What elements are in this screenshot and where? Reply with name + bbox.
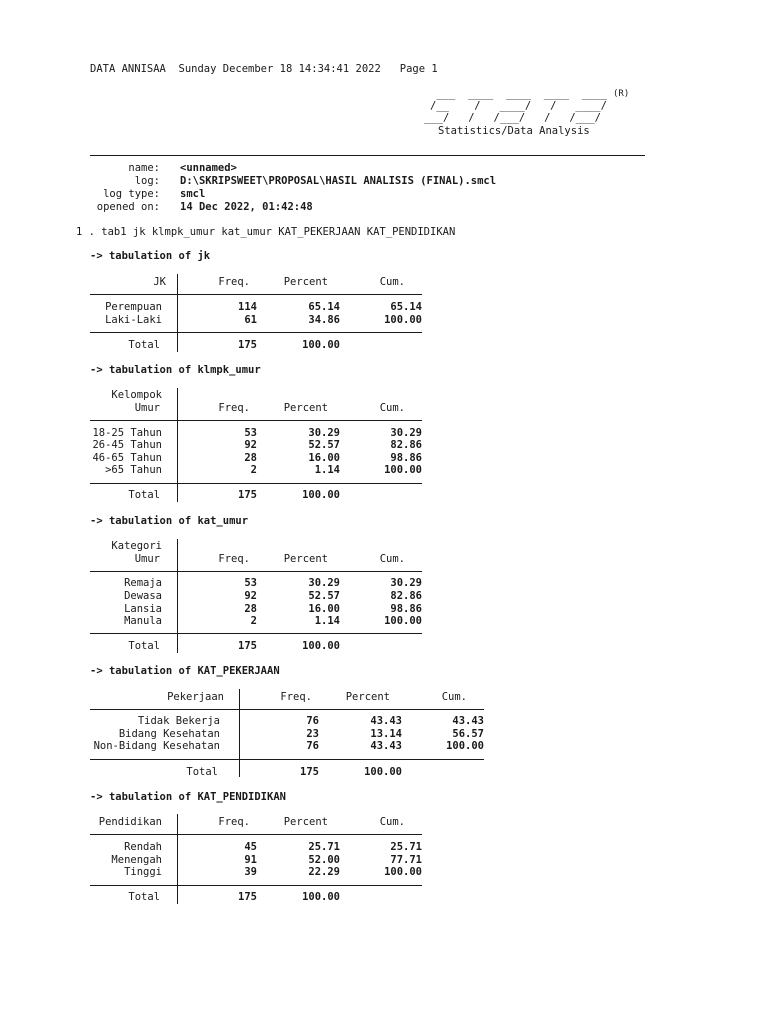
- row-label: Bidang Kesehatan: [118, 728, 220, 740]
- row-label: Dewasa: [124, 590, 162, 602]
- total-label: Total: [128, 891, 160, 903]
- cell-freq: 92: [244, 590, 257, 602]
- logo-line: ___ ____ ____ ____ ____: [430, 88, 614, 100]
- row-label: Perempuan: [105, 301, 162, 313]
- col-header-percent: Percent: [283, 402, 328, 414]
- cell-cum: 43.43: [452, 715, 484, 727]
- cell-percent: 30.29: [308, 577, 340, 589]
- logo-line: /__ / ____/ / ____/: [430, 100, 608, 112]
- cell-cum: 100.00: [384, 314, 422, 326]
- cell-freq: 39: [244, 866, 257, 878]
- col-header-freq: Freq.: [218, 553, 250, 565]
- total-percent: 100.00: [302, 891, 340, 903]
- total-percent: 100.00: [302, 640, 340, 652]
- cell-cum: 100.00: [446, 740, 484, 752]
- cell-freq: 61: [244, 314, 257, 326]
- log-label: name:: [128, 162, 160, 174]
- cell-cum: 100.00: [384, 615, 422, 627]
- total-freq: 175: [238, 489, 257, 501]
- row-label: Tidak Bekerja: [137, 715, 220, 727]
- table-vline: [177, 539, 178, 653]
- table-title: -> tabulation of jk: [90, 250, 211, 262]
- cell-cum: 25.71: [390, 841, 422, 853]
- cell-cum: 56.57: [452, 728, 484, 740]
- table-hline: [90, 834, 422, 835]
- total-label: Total: [128, 339, 160, 351]
- row-label: Non-Bidang Kesehatan: [93, 740, 220, 752]
- col-header-cum: Cum.: [379, 816, 405, 828]
- cell-cum: 82.86: [390, 439, 422, 451]
- cell-percent: 1.14: [314, 464, 340, 476]
- table-hline: [90, 709, 484, 710]
- cell-percent: 16.00: [308, 452, 340, 464]
- col-header-cum: Cum.: [379, 553, 405, 565]
- row-label: Lansia: [124, 603, 162, 615]
- cell-freq: 53: [244, 577, 257, 589]
- row-label: Laki-Laki: [105, 314, 162, 326]
- total-label: Total: [128, 640, 160, 652]
- table-vline: [177, 388, 178, 502]
- total-freq: 175: [238, 640, 257, 652]
- total-label: Total: [186, 766, 218, 778]
- cell-freq: 91: [244, 854, 257, 866]
- log-value: D:\SKRIPSWEET\PROPOSAL\HASIL ANALISIS (FINAL).smcl: [180, 175, 497, 187]
- cell-freq: 2: [250, 615, 257, 627]
- col-header-freq: Freq.: [218, 276, 250, 288]
- table-hline: [90, 885, 422, 886]
- row-label: Manula: [124, 615, 162, 627]
- table-hline: [90, 294, 422, 295]
- col-header-cum: Cum.: [441, 691, 467, 703]
- cell-cum: 82.86: [390, 590, 422, 602]
- table-hline: [90, 332, 422, 333]
- cell-percent: 25.71: [308, 841, 340, 853]
- col-header-percent: Percent: [345, 691, 390, 703]
- total-freq: 175: [238, 339, 257, 351]
- row-label: Remaja: [124, 577, 162, 589]
- cell-percent: 13.14: [370, 728, 402, 740]
- log-label: log:: [134, 175, 160, 187]
- row-var-header: Kategori: [111, 540, 162, 552]
- row-label: >65 Tahun: [105, 464, 162, 476]
- table-title: -> tabulation of KAT_PEKERJAAN: [90, 665, 280, 677]
- cell-freq: 28: [244, 603, 257, 615]
- log-label: log type:: [103, 188, 160, 200]
- cell-freq: 23: [306, 728, 319, 740]
- cell-cum: 30.29: [390, 427, 422, 439]
- log-value: 14 Dec 2022, 01:42:48: [180, 201, 313, 213]
- cell-freq: 45: [244, 841, 257, 853]
- table-vline: [177, 274, 178, 352]
- table-hline: [90, 483, 422, 484]
- total-percent: 100.00: [302, 339, 340, 351]
- col-header-cum: Cum.: [379, 402, 405, 414]
- total-freq: 175: [238, 891, 257, 903]
- row-var-header: JK: [153, 276, 166, 288]
- log-value: <unnamed>: [180, 162, 237, 174]
- cell-percent: 1.14: [314, 615, 340, 627]
- table-title: -> tabulation of kat_umur: [90, 515, 249, 527]
- cell-cum: 77.71: [390, 854, 422, 866]
- logo-caption: Statistics/Data Analysis: [438, 125, 590, 137]
- table-vline: [177, 814, 178, 904]
- row-var-header: Umur: [134, 553, 160, 565]
- row-label: Menengah: [111, 854, 162, 866]
- row-var-header: Pendidikan: [98, 816, 162, 828]
- table-hline: [90, 420, 422, 421]
- cell-freq: 76: [306, 740, 319, 752]
- col-header-percent: Percent: [283, 816, 328, 828]
- row-label: 18-25 Tahun: [92, 427, 162, 439]
- col-header-freq: Freq.: [218, 816, 250, 828]
- col-header-freq: Freq.: [218, 402, 250, 414]
- cell-percent: 52.57: [308, 590, 340, 602]
- cell-percent: 43.43: [370, 740, 402, 752]
- total-percent: 100.00: [364, 766, 402, 778]
- total-freq: 175: [300, 766, 319, 778]
- header-separator: [90, 155, 645, 156]
- table-vline: [239, 689, 240, 777]
- cell-percent: 30.29: [308, 427, 340, 439]
- total-percent: 100.00: [302, 489, 340, 501]
- cell-freq: 92: [244, 439, 257, 451]
- row-label: Tinggi: [124, 866, 162, 878]
- cell-freq: 28: [244, 452, 257, 464]
- table-hline: [90, 571, 422, 572]
- total-label: Total: [128, 489, 160, 501]
- table-title: -> tabulation of klmpk_umur: [90, 364, 261, 376]
- row-var-header: Umur: [134, 402, 160, 414]
- cell-freq: 76: [306, 715, 319, 727]
- cell-percent: 34.86: [308, 314, 340, 326]
- cell-percent: 52.57: [308, 439, 340, 451]
- page-header: DATA ANNISAA Sunday December 18 14:34:41 2022 Page 1: [90, 63, 438, 75]
- cell-cum: 98.86: [390, 452, 422, 464]
- row-var-header: Pekerjaan: [167, 691, 224, 703]
- cell-cum: 98.86: [390, 603, 422, 615]
- cell-cum: 100.00: [384, 464, 422, 476]
- col-header-freq: Freq.: [280, 691, 312, 703]
- logo-line: ___/ / /___/ / /___/: [424, 112, 602, 124]
- col-header-cum: Cum.: [379, 276, 405, 288]
- command-line: 1 . tab1 jk klmpk_umur kat_umur KAT_PEKERJAAN KAT_PENDIDIKAN: [76, 226, 456, 238]
- log-value: smcl: [180, 188, 206, 200]
- cell-percent: 43.43: [370, 715, 402, 727]
- cell-freq: 114: [238, 301, 257, 313]
- cell-percent: 16.00: [308, 603, 340, 615]
- table-title: -> tabulation of KAT_PENDIDIKAN: [90, 791, 286, 803]
- log-label: opened on:: [96, 201, 160, 213]
- cell-cum: 30.29: [390, 577, 422, 589]
- row-label: 26-45 Tahun: [92, 439, 162, 451]
- cell-percent: 52.00: [308, 854, 340, 866]
- col-header-percent: Percent: [283, 553, 328, 565]
- row-label: 46-65 Tahun: [92, 452, 162, 464]
- cell-cum: 100.00: [384, 866, 422, 878]
- registered-mark: (R): [613, 89, 630, 99]
- col-header-percent: Percent: [283, 276, 328, 288]
- cell-percent: 65.14: [308, 301, 340, 313]
- table-hline: [90, 633, 422, 634]
- row-var-header: Kelompok: [111, 389, 162, 401]
- cell-freq: 53: [244, 427, 257, 439]
- cell-cum: 65.14: [390, 301, 422, 313]
- row-label: Rendah: [124, 841, 162, 853]
- cell-freq: 2: [250, 464, 257, 476]
- table-hline: [90, 759, 484, 760]
- cell-percent: 22.29: [308, 866, 340, 878]
